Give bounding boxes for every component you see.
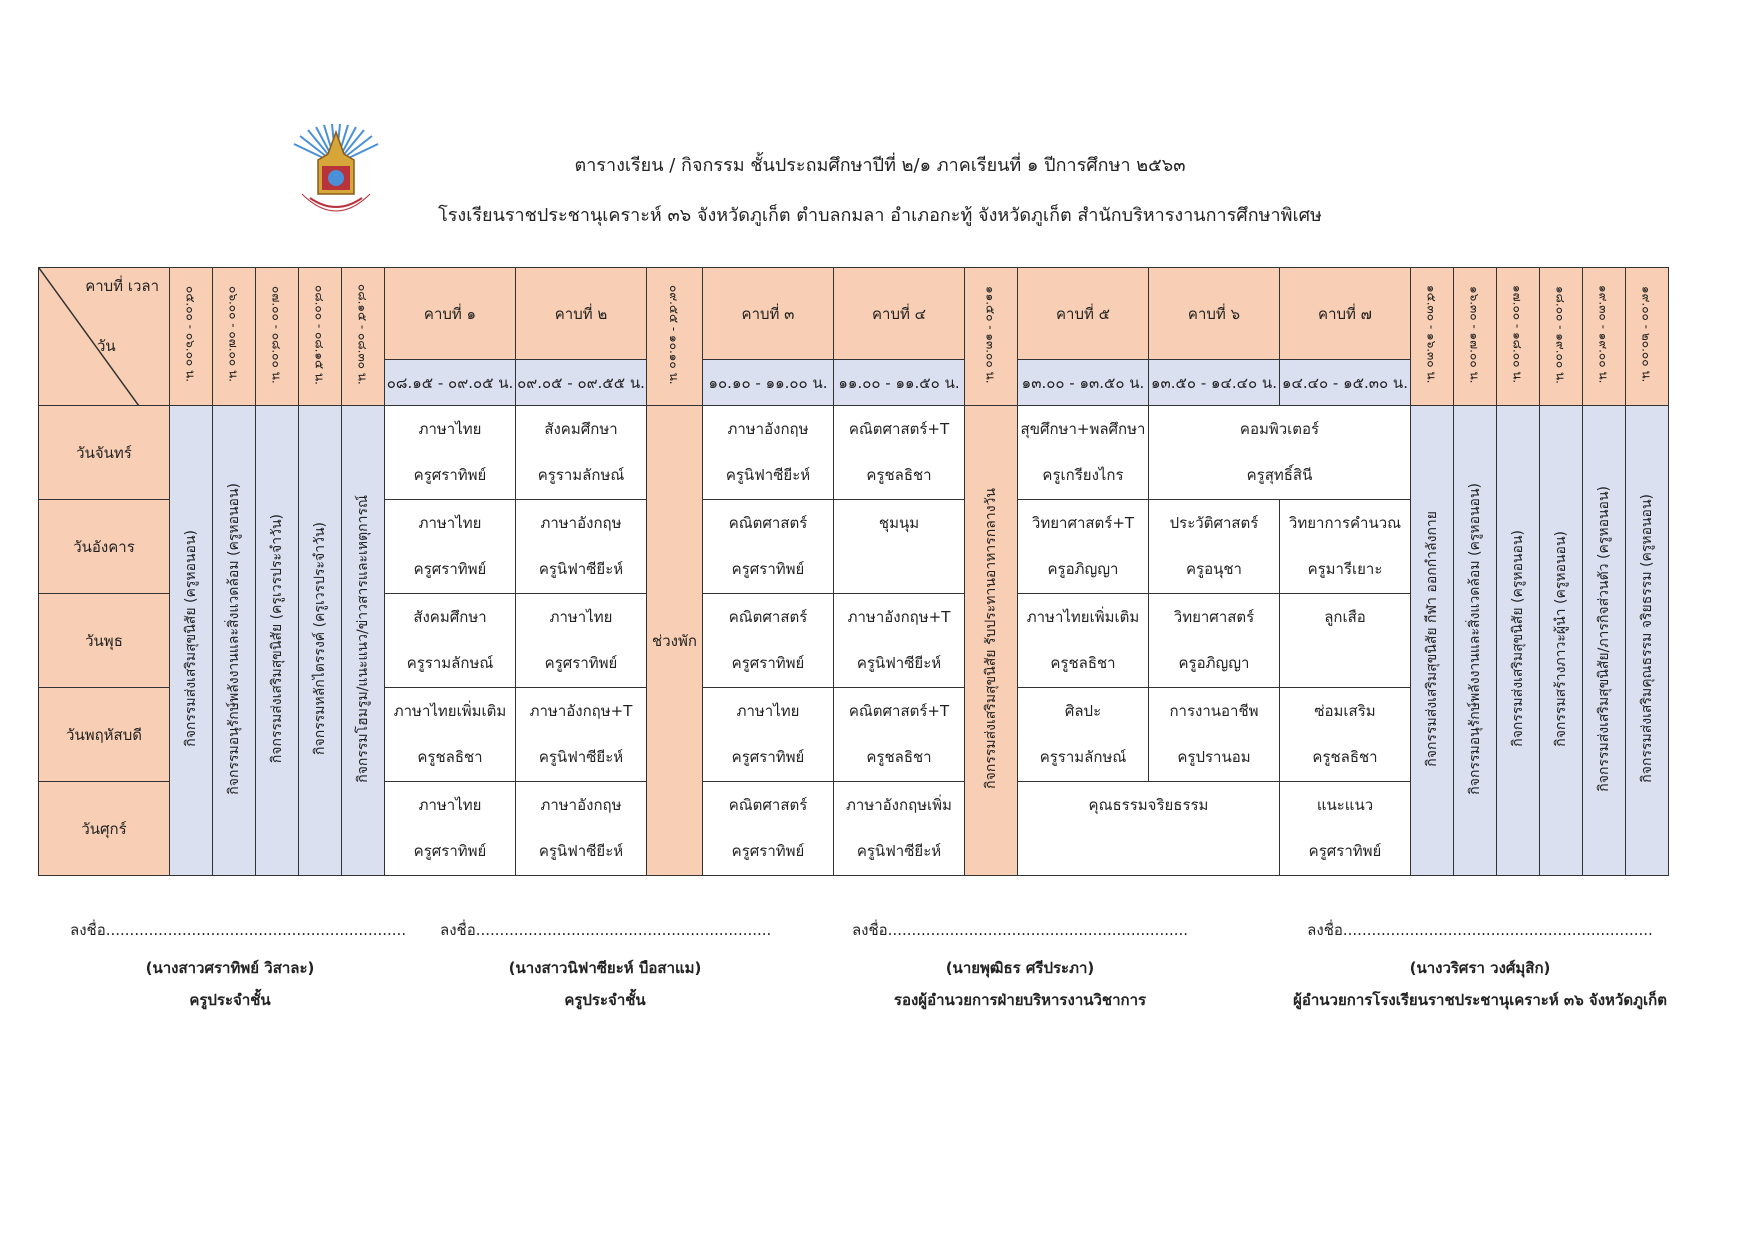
teacher: ครูนิฟาซียีะห์ bbox=[856, 842, 942, 860]
class-cell bbox=[1280, 594, 1411, 688]
signer-position: ผู้อำนวยการโรงเรียนราชประชานุเคราะห์ ๓๖ จังหวัดภูเก็ต bbox=[1293, 991, 1667, 1009]
class-cell bbox=[703, 406, 834, 500]
subject: คุณธรรมจริยธรรม bbox=[1088, 796, 1209, 814]
late-activity-3: กิจกรรมส่งเสริมสุขนิสัย (ครูหอนอน) bbox=[1510, 530, 1526, 747]
class-cell bbox=[1018, 782, 1280, 876]
signature-line: ลงชื่อ............................................................... bbox=[70, 921, 407, 939]
subject: ภาษาอังกฤษเพิ่ม bbox=[846, 796, 952, 814]
subject: ภาษาอังกฤษ+T bbox=[847, 608, 951, 626]
period-header-5: คาบที่ ๕ bbox=[1018, 268, 1149, 360]
class-cell bbox=[516, 688, 647, 782]
subject: แนะแนว bbox=[1316, 796, 1374, 814]
class-cell bbox=[834, 406, 965, 500]
signature-line: ลงชื่อ............................................................... bbox=[851, 921, 1189, 939]
subject: คณิตศาสตร์ bbox=[728, 608, 808, 626]
teacher: ครูรามลักษณ์ bbox=[537, 466, 625, 484]
school-logo bbox=[288, 124, 384, 228]
time-header-late-3: ๑๗.๐๐ - ๑๘.๐๐ น. bbox=[1510, 285, 1525, 384]
subject: ภาษาไทยเพิ่มเติม bbox=[1026, 608, 1140, 626]
teacher: ครูสุทธิ์สินี bbox=[1246, 466, 1313, 484]
early-activity-2: กิจกรรมอนุรักษ์พลังงานและสิ่งแวดล้อม (ครูหอนอน) bbox=[226, 482, 242, 795]
subject: ภาษาไทย bbox=[549, 608, 613, 626]
teacher: ครูศราทิพย์ bbox=[731, 748, 805, 766]
subject: ศิลปะ bbox=[1064, 702, 1102, 720]
time-header-early-2: ๐๖.๐๐ - ๐๗.๐๐ น. bbox=[226, 286, 241, 383]
teacher: ครูชลธิชา bbox=[866, 748, 932, 766]
subject: สุขศึกษา+พลศึกษา bbox=[1020, 420, 1146, 438]
period-time-7: ๑๔.๔๐ - ๑๕.๓๐ น. bbox=[1280, 360, 1411, 406]
class-cell bbox=[516, 782, 647, 876]
subject: ภาษาอังกฤษ bbox=[727, 420, 809, 438]
period-header-7: คาบที่ ๗ bbox=[1280, 268, 1411, 360]
teacher bbox=[1018, 828, 1279, 875]
class-cell bbox=[1149, 594, 1280, 688]
class-cell bbox=[703, 782, 834, 876]
teacher: ครูศราทิพย์ bbox=[413, 560, 487, 578]
time-header-late-4: ๑๘.๐๐ - ๑๙.๐๐ น. bbox=[1553, 285, 1568, 384]
day-label-wednesday: วันพุธ bbox=[39, 594, 170, 688]
teacher: ครูนิฟาซียีะห์ bbox=[538, 748, 624, 766]
teacher: ครูศราทิพย์ bbox=[1308, 842, 1382, 860]
class-cell bbox=[1018, 406, 1149, 500]
day-label-tuesday: วันอังคาร bbox=[39, 500, 170, 594]
signer-name: (นางวริศรา วงศ์มุสิก) bbox=[1409, 959, 1551, 977]
class-cell bbox=[1018, 688, 1149, 782]
subject: ภาษาไทย bbox=[736, 702, 800, 720]
class-cell bbox=[516, 594, 647, 688]
teacher: ครูศราทิพย์ bbox=[731, 842, 805, 860]
lunch-time-header: ๑๑.๕๐ - ๑๓.๐๐ น. bbox=[983, 285, 998, 384]
class-cell bbox=[834, 782, 965, 876]
class-cell bbox=[1149, 500, 1280, 594]
period-time-1: ๐๘.๑๕ - ๐๙.๐๕ น. bbox=[385, 360, 516, 406]
class-cell bbox=[1280, 500, 1411, 594]
subject: สังคมศึกษา bbox=[413, 608, 487, 626]
signer-name: (นางสาวนิฟาซียะห์ บือสาแม) bbox=[508, 959, 702, 977]
signature-line: ลงชื่อ................................................................. bbox=[1307, 921, 1653, 939]
break-cell: ช่วงพัก bbox=[647, 406, 703, 876]
subject: ลูกเสือ bbox=[1324, 608, 1366, 626]
early-activity-3: กิจกรรมส่งเสริมสุขนิสัย (ครูเวรประจำวัน) bbox=[269, 513, 285, 764]
teacher: ครูอภิญญา bbox=[1178, 654, 1250, 672]
teacher: ครูชลธิชา bbox=[1312, 748, 1378, 766]
subject: ชุมนุม bbox=[878, 514, 920, 532]
signer-position: ครูประจำชั้น bbox=[564, 991, 646, 1009]
subject: คณิตศาสตร์+T bbox=[848, 702, 950, 720]
late-activity-5: กิจกรรมส่งเสริมสุขนิสัย/ภารกิจส่วนตัว (ครูหอนอน) bbox=[1596, 485, 1612, 792]
subject: คณิตศาสตร์+T bbox=[848, 420, 950, 438]
period-time-2: ๐๙.๐๕ - ๐๙.๕๕ น. bbox=[516, 360, 647, 406]
teacher: ครูศราทิพย์ bbox=[544, 654, 618, 672]
class-cell bbox=[1149, 688, 1280, 782]
time-header-late-2: ๑๖.๓๐ - ๑๗.๐๐ น. bbox=[1467, 285, 1482, 384]
signer-position: รองผู้อำนวยการฝ่ายบริหารงานวิชาการ bbox=[893, 991, 1147, 1009]
subject: ภาษาอังกฤษ+T bbox=[529, 702, 633, 720]
lunch-activity: กิจกรรมส่งเสริมสุขนิสัย รับประทานอาหารกลางวัน bbox=[983, 488, 999, 789]
subject: การงานอาชีพ bbox=[1169, 702, 1259, 720]
signer-position: ครูประจำชั้น bbox=[189, 991, 271, 1009]
class-cell bbox=[385, 782, 516, 876]
teacher bbox=[834, 546, 964, 593]
teacher: ครูมารีเยาะ bbox=[1307, 560, 1383, 578]
time-header-early-1: ๐๕.๐๐ - ๐๖.๐๐ น. bbox=[183, 286, 198, 383]
teacher: ครูศราทิพย์ bbox=[413, 842, 487, 860]
early-activity-5: กิจกรรมโฮมรูม/แนะแนว/ข่าวสารและเหตุการณ์ bbox=[355, 494, 371, 783]
signature-block-1 bbox=[70, 918, 407, 1012]
subject: คอมพิวเตอร์ bbox=[1239, 420, 1320, 438]
class-cell bbox=[834, 688, 965, 782]
period-header-3: คาบที่ ๓ bbox=[703, 268, 834, 360]
day-label-monday: วันจันทร์ bbox=[39, 406, 170, 500]
period-time-4: ๑๑.๐๐ - ๑๑.๕๐ น. bbox=[834, 360, 965, 406]
teacher: ครูอนุชา bbox=[1186, 560, 1242, 578]
subject: ประวัติศาสตร์ bbox=[1169, 514, 1259, 532]
teacher: ครูปรานอม bbox=[1177, 748, 1251, 766]
late-activity-6: กิจกรรมส่งเสริมคุณธรรม จริยธรรม (ครูหอนอน) bbox=[1639, 494, 1655, 783]
class-cell bbox=[703, 594, 834, 688]
teacher: ครูนิฟาซียีะห์ bbox=[856, 654, 942, 672]
teacher: ครูศราทิพย์ bbox=[731, 654, 805, 672]
teacher: ครูนิฟาซียีะห์ bbox=[538, 560, 624, 578]
day-label-friday: วันศุกร์ bbox=[39, 782, 170, 876]
period-header-2: คาบที่ ๒ bbox=[516, 268, 647, 360]
early-activity-4: กิจกรรมหลักไตรรงค์ (ครูเวรประจำวัน) bbox=[312, 522, 328, 755]
teacher: ครูรามลักษณ์ bbox=[406, 654, 494, 672]
schedule-title: ตารางเรียน / กิจกรรม ชั้นประถมศึกษาปีที่ ๒/๑ ภาคเรียนที่ ๑ ปีการศึกษา ๒๕๖๓ bbox=[574, 155, 1186, 176]
teacher: ครูศราทิพย์ bbox=[413, 466, 487, 484]
time-header-late-6: ๑๙.๐๐ - ๒๐.๐๐ น. bbox=[1639, 286, 1654, 383]
class-cell bbox=[385, 500, 516, 594]
class-cell bbox=[834, 500, 965, 594]
teacher: ครูอภิญญา bbox=[1047, 560, 1119, 578]
subject: ภาษาไทย bbox=[418, 514, 482, 532]
class-cell bbox=[1018, 594, 1149, 688]
early-activity-1: กิจกรรมส่งเสริมสุขนิสัย (ครูหอนอน) bbox=[183, 530, 199, 747]
signature-line: ลงชื่อ.............................................................. bbox=[440, 921, 772, 939]
period-header-6: คาบที่ ๖ bbox=[1149, 268, 1280, 360]
time-header-early-4: ๐๘.๐๐ - ๐๘.๑๕ น. bbox=[312, 284, 327, 385]
corner-period-label: คาบที่ เวลา bbox=[85, 277, 159, 295]
period-time-5: ๑๓.๐๐ - ๑๓.๕๐ น. bbox=[1018, 360, 1149, 406]
class-cell bbox=[516, 406, 647, 500]
subject: ซ่อมเสริม bbox=[1314, 702, 1376, 720]
timetable bbox=[38, 267, 1669, 876]
subject: ภาษาไทยเพิ่มเติม bbox=[393, 702, 507, 720]
time-header-early-5: ๐๘.๑๕ - ๐๘.๓๐ น. bbox=[355, 284, 370, 385]
day-label-thursday: วันพฤหัสบดี bbox=[39, 688, 170, 782]
class-cell bbox=[703, 688, 834, 782]
class-cell bbox=[834, 594, 965, 688]
class-cell bbox=[1280, 782, 1411, 876]
teacher: ครูชลธิชา bbox=[417, 748, 483, 766]
signer-name: (นางสาวศราทิพย์ วิสาละ) bbox=[145, 959, 315, 977]
class-cell bbox=[1280, 688, 1411, 782]
class-cell bbox=[1149, 406, 1411, 500]
school-subtitle: โรงเรียนราชประชานุเคราะห์ ๓๖ จังหวัดภูเก็ต ตำบลกมลา อำเภอกะทู้ จังหวัดภูเก็ต สำนักบริหารงานการศึกษาพิเศษ bbox=[438, 205, 1322, 226]
subject: ภาษาไทย bbox=[418, 796, 482, 814]
class-cell bbox=[385, 688, 516, 782]
time-header-late-1: ๑๕.๓๐ - ๑๖.๓๐ น. bbox=[1424, 285, 1439, 384]
subject: วิทยาศาสตร์ bbox=[1173, 608, 1255, 626]
corner-header bbox=[39, 268, 170, 406]
teacher: ครูศราทิพย์ bbox=[731, 560, 805, 578]
teacher: ครูเกรียงไกร bbox=[1042, 466, 1124, 484]
subject: ภาษาอังกฤษ bbox=[540, 514, 622, 532]
subject: สังคมศึกษา bbox=[544, 420, 618, 438]
class-cell bbox=[385, 406, 516, 500]
time-header-late-5: ๑๙.๓๐ - ๑๙.๐๐ น. bbox=[1596, 285, 1611, 384]
period-header-1: คาบที่ ๑ bbox=[385, 268, 516, 360]
teacher: ครูนิฟาซียีะห์ bbox=[725, 466, 811, 484]
subject: ภาษาอังกฤษ bbox=[540, 796, 622, 814]
teacher bbox=[1280, 640, 1410, 687]
teacher: ครูนิฟาซียีะห์ bbox=[538, 842, 624, 860]
period-time-3: ๑๐.๑๐ - ๑๑.๐๐ น. bbox=[703, 360, 834, 406]
teacher: ครูชลธิชา bbox=[866, 466, 932, 484]
late-activity-4: กิจกรรมสร้างภาวะผู้นำ (ครูหอนอน) bbox=[1553, 530, 1569, 747]
teacher: ครูชลธิชา bbox=[1050, 654, 1116, 672]
late-activity-2: กิจกรรมอนุรักษ์พลังงานและสิ่งแวดล้อม (ครูหอนอน) bbox=[1467, 482, 1483, 795]
subject: วิทยาศาสตร์+T bbox=[1031, 514, 1135, 532]
period-header-4: คาบที่ ๔ bbox=[834, 268, 965, 360]
subject: วิทยาการคำนวณ bbox=[1288, 514, 1402, 532]
class-cell bbox=[385, 594, 516, 688]
corner-day-label: วัน bbox=[97, 337, 116, 355]
signature-block-4 bbox=[1240, 918, 1720, 1012]
period-time-6: ๑๓.๕๐ - ๑๔.๔๐ น. bbox=[1149, 360, 1280, 406]
break-time-header: ๐๙.๕๕ - ๑๐.๑๐ น. bbox=[667, 284, 681, 385]
subject: คณิตศาสตร์ bbox=[728, 796, 808, 814]
signature-block-2 bbox=[440, 918, 770, 1012]
late-activity-1: กิจกรรมส่งเสริมสุขนิสัย กีฬา ออกกำลังกาย bbox=[1424, 510, 1440, 767]
subject: คณิตศาสตร์ bbox=[728, 514, 808, 532]
signature-block-3 bbox=[840, 918, 1200, 1012]
class-cell bbox=[703, 500, 834, 594]
signer-name: (นายพุฒิธร ศรีประภา) bbox=[945, 959, 1095, 977]
teacher: ครูรามลักษณ์ bbox=[1039, 748, 1127, 766]
class-cell bbox=[1018, 500, 1149, 594]
class-cell bbox=[516, 500, 647, 594]
subject: ภาษาไทย bbox=[418, 420, 482, 438]
time-header-early-3: ๐๗.๐๐ - ๐๘.๐๐ น. bbox=[269, 285, 284, 384]
